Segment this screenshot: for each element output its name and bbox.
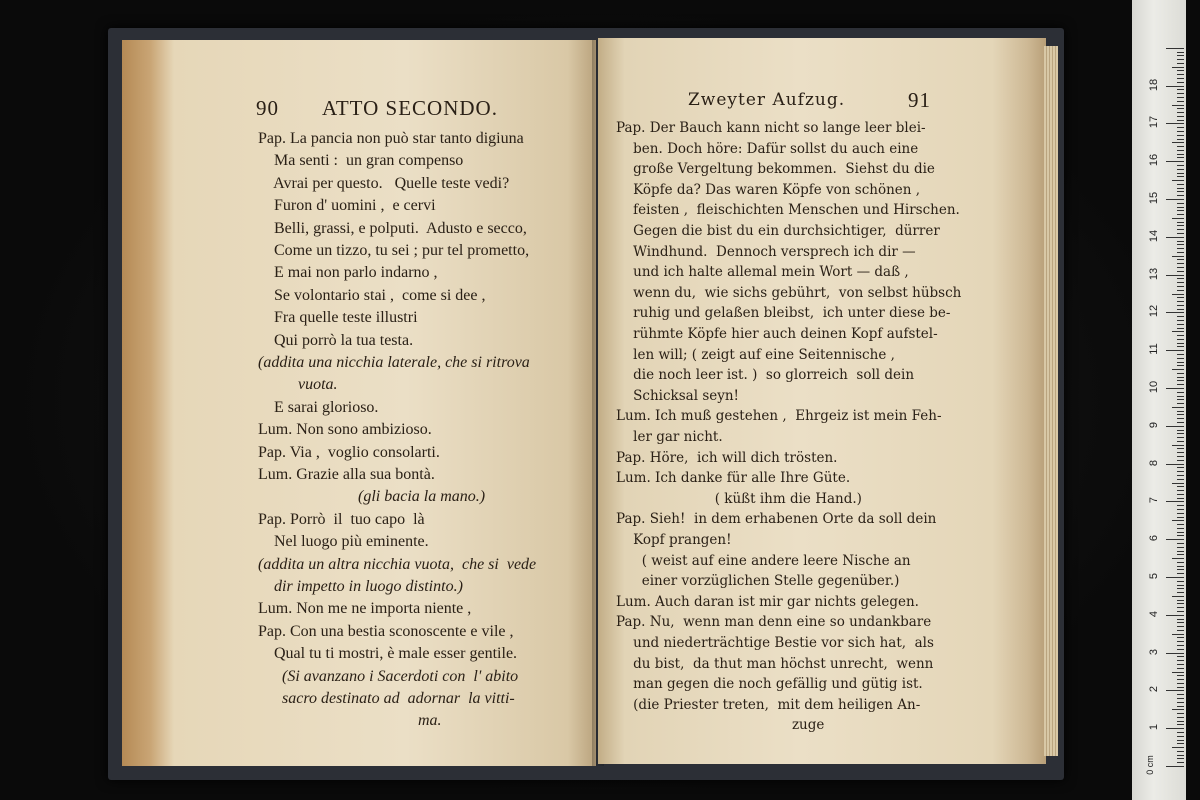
right-page <box>598 38 1046 764</box>
ruler-tick <box>1177 724 1184 725</box>
ruler-tick <box>1172 331 1184 332</box>
left-page-line: Belli, grassi, e polputi. Adusto e secco, <box>258 219 527 237</box>
ruler-tick <box>1177 377 1184 378</box>
ruler-tick <box>1177 157 1184 158</box>
ruler-tick <box>1177 585 1184 586</box>
ruler-tick <box>1166 426 1184 427</box>
ruler-tick <box>1177 184 1184 185</box>
ruler-tick <box>1177 135 1184 136</box>
ruler-tick <box>1177 441 1184 442</box>
right-page-line: Köpfe da? Das waren Köpfe von schönen , <box>616 181 921 198</box>
ruler-number: 5 <box>1148 572 1160 580</box>
ruler-tick <box>1177 384 1184 385</box>
right-page-number: 91 <box>908 88 931 112</box>
left-page-line: Lum. Non sono ambizioso. <box>258 421 432 439</box>
left-page-line: E sarai glorioso. <box>258 398 379 416</box>
ruler-tick <box>1177 532 1184 533</box>
ruler-tick <box>1177 600 1184 601</box>
right-page-line: Schicksal seyn! <box>616 387 739 404</box>
left-page-line: vuota. <box>258 376 338 394</box>
ruler-tick <box>1177 120 1184 121</box>
right-page-line: Pap. Nu, wenn man denn eine so undankbare <box>616 614 932 631</box>
ruler-tick <box>1166 48 1184 49</box>
ruler-tick <box>1177 637 1184 638</box>
ruler-tick <box>1177 203 1184 204</box>
ruler-tick <box>1177 263 1184 264</box>
ruler-tick <box>1177 150 1184 151</box>
ruler-tick <box>1177 346 1184 347</box>
ruler-tick <box>1166 615 1184 616</box>
ruler-tick <box>1177 146 1184 147</box>
ruler-tick <box>1177 755 1184 756</box>
ruler-tick <box>1177 127 1184 128</box>
ruler-tick <box>1177 210 1184 211</box>
right-page-line: ( weist auf eine andere leere Nische an <box>616 552 911 569</box>
right-page-line: len will; ( zeigt auf eine Seitennische , <box>616 346 895 363</box>
ruler-tick <box>1166 312 1184 313</box>
ruler-number: 14 <box>1148 229 1160 242</box>
ruler-tick <box>1177 588 1184 589</box>
ruler-tick <box>1177 380 1184 381</box>
ruler-tick <box>1177 108 1184 109</box>
ruler-number: 16 <box>1148 154 1160 167</box>
ruler-number: 9 <box>1148 421 1160 428</box>
ruler-tick <box>1177 191 1184 192</box>
ruler-tick <box>1177 668 1184 669</box>
ruler-tick <box>1177 358 1184 359</box>
left-page-line: ma. <box>258 712 442 730</box>
ruler-tick <box>1177 717 1184 718</box>
ruler-tick <box>1177 176 1184 177</box>
ruler-tick <box>1177 59 1184 60</box>
ruler-tick <box>1177 554 1184 555</box>
right-page-line: die noch leer ist. ) so glorreich soll dein <box>616 367 915 384</box>
ruler-tick <box>1177 267 1184 268</box>
ruler-tick <box>1177 702 1184 703</box>
ruler-tick <box>1177 694 1184 695</box>
ruler-tick <box>1177 622 1184 623</box>
ruler-tick <box>1177 259 1184 260</box>
ruler-tick <box>1177 222 1184 223</box>
ruler-tick <box>1166 464 1184 465</box>
ruler-number: 6 <box>1148 535 1160 542</box>
ruler-tick <box>1177 248 1184 249</box>
ruler-tick <box>1177 229 1184 230</box>
ruler-tick <box>1177 430 1184 431</box>
ruler-tick <box>1177 569 1184 570</box>
ruler-tick <box>1177 619 1184 620</box>
ruler-number: 8 <box>1148 459 1160 466</box>
ruler-tick <box>1177 535 1184 536</box>
ruler-tick <box>1177 683 1184 684</box>
ruler-tick <box>1172 672 1184 673</box>
ruler-tick <box>1166 577 1184 578</box>
ruler-unit: 0 cm <box>1144 755 1155 775</box>
left-page-line: Pap. Via , voglio consolarti. <box>258 443 440 461</box>
ruler-tick <box>1177 116 1184 117</box>
ruler-tick <box>1177 475 1184 476</box>
left-page-line: (gli bacia la mano.) <box>258 488 486 506</box>
ruler-number: 11 <box>1148 343 1160 355</box>
ruler-tick <box>1177 513 1184 514</box>
ruler-number: 1 <box>1148 724 1160 731</box>
left-running-head: ATTO SECONDO. <box>322 96 498 120</box>
ruler-number: 12 <box>1148 305 1160 318</box>
left-page-line: (addita un altra nicchia vuota, che si vede <box>258 555 537 573</box>
ruler-tick <box>1172 142 1184 143</box>
ruler-tick <box>1177 343 1184 344</box>
ruler-tick <box>1177 271 1184 272</box>
ruler-tick <box>1177 562 1184 563</box>
ruler-tick <box>1177 645 1184 646</box>
ruler-tick <box>1177 573 1184 574</box>
ruler-tick <box>1166 86 1184 87</box>
right-page-line: Windhund. Dennoch versprech ich dir — <box>616 243 916 260</box>
ruler-tick <box>1177 675 1184 676</box>
ruler-tick <box>1177 743 1184 744</box>
ruler-tick <box>1177 437 1184 438</box>
ruler-tick <box>1172 558 1184 559</box>
ruler-tick <box>1177 505 1184 506</box>
ruler-tick <box>1177 740 1184 741</box>
ruler-tick <box>1177 131 1184 132</box>
ruler-number: 4 <box>1148 610 1160 617</box>
right-page-line: ( küßt ihm die Hand.) <box>616 490 862 507</box>
right-page-line: Gegen die bist du ein durchsichtiger, dürrer <box>616 223 940 239</box>
left-page-line: dir impetto in luogo distinto.) <box>258 578 463 595</box>
left-page-line: Pap. Porrò il tuo capo là <box>258 510 425 528</box>
ruler-tick <box>1177 649 1184 650</box>
ruler-tick <box>1177 460 1184 461</box>
right-page-line: wenn du, wie sichs gebührt, von selbst hübsch <box>616 284 962 301</box>
ruler-number: 15 <box>1148 191 1160 205</box>
ruler-tick <box>1177 479 1184 480</box>
ruler-tick <box>1177 233 1184 234</box>
ruler-tick <box>1177 486 1184 487</box>
right-page-line: Pap. Sieh! in dem erhabenen Orte da soll dein <box>616 511 937 528</box>
right-page-line: einer vorzüglichen Stelle gegenüber.) <box>616 573 900 590</box>
page-block-edge <box>1044 46 1058 756</box>
ruler-tick <box>1177 607 1184 608</box>
ruler-tick <box>1177 448 1184 449</box>
right-page-line: (die Priester treten, mit dem heiligen An- <box>616 696 921 713</box>
ruler-tick <box>1177 411 1184 412</box>
ruler-tick <box>1177 626 1184 627</box>
ruler-tick <box>1177 490 1184 491</box>
left-page-line: Avrai per questo. Quelle teste vedi? <box>258 174 510 192</box>
ruler-tick <box>1177 214 1184 215</box>
ruler-tick <box>1177 528 1184 529</box>
ruler-tick <box>1177 630 1184 631</box>
ruler-tick <box>1177 641 1184 642</box>
ruler-tick <box>1166 690 1184 691</box>
ruler-tick <box>1177 301 1184 302</box>
ruler-tick <box>1177 297 1184 298</box>
ruler-tick <box>1177 362 1184 363</box>
ruler-tick <box>1177 339 1184 340</box>
ruler-tick <box>1177 721 1184 722</box>
ruler-tick <box>1177 611 1184 612</box>
left-page-line: (Si avanzano i Sacerdoti con l' abito <box>258 667 519 685</box>
ruler-tick <box>1177 335 1184 336</box>
right-page-line: Lum. Ich danke für alle Ihre Güte. <box>616 470 851 487</box>
ruler-tick <box>1166 539 1184 540</box>
ruler-tick <box>1172 747 1184 748</box>
left-page-line: Pap. Con una bestia sconoscente e vile , <box>258 622 514 640</box>
ruler-tick <box>1177 509 1184 510</box>
ruler-tick <box>1172 596 1184 597</box>
ruler-tick <box>1172 634 1184 635</box>
ruler-tick <box>1177 278 1184 279</box>
ruler-tick <box>1177 660 1184 661</box>
left-page-line: Furon d' uomini , e cervi <box>258 197 436 215</box>
ruler-tick <box>1177 433 1184 434</box>
ruler-tick <box>1172 256 1184 257</box>
ruler-tick <box>1177 758 1184 759</box>
ruler-tick <box>1177 101 1184 102</box>
ruler-tick <box>1177 698 1184 699</box>
right-page-line: ruhig und gelaßen bleibst, ich unter diese be- <box>616 305 951 322</box>
right-page-line: zuge <box>616 717 825 734</box>
ruler-tick <box>1172 483 1184 484</box>
ruler-tick <box>1177 706 1184 707</box>
ruler-number: 13 <box>1148 267 1160 280</box>
ruler-tick <box>1177 581 1184 582</box>
ruler-tick <box>1177 732 1184 733</box>
right-page-line: ben. Doch höre: Dafür sollst du auch eine <box>616 140 919 157</box>
ruler-tick <box>1177 414 1184 415</box>
ruler-tick <box>1172 294 1184 295</box>
ruler-tick <box>1177 403 1184 404</box>
ruler-tick <box>1177 55 1184 56</box>
ruler-tick <box>1177 524 1184 525</box>
ruler-tick <box>1172 180 1184 181</box>
ruler-tick <box>1177 713 1184 714</box>
ruler-tick <box>1172 67 1184 68</box>
ruler-tick <box>1177 78 1184 79</box>
ruler-number: 17 <box>1148 116 1160 129</box>
ruler-tick <box>1177 603 1184 604</box>
ruler-tick <box>1177 543 1184 544</box>
ruler-tick <box>1177 282 1184 283</box>
ruler-tick <box>1177 762 1184 763</box>
right-page-line: und niederträchtige Bestie vor sich hat, als <box>616 635 934 651</box>
ruler-number: 2 <box>1148 686 1160 693</box>
ruler-tick <box>1177 517 1184 518</box>
ruler-tick <box>1177 396 1184 397</box>
ruler-tick <box>1166 237 1184 238</box>
left-page-number: 90 <box>256 96 279 120</box>
ruler-tick <box>1177 309 1184 310</box>
ruler-tick <box>1172 445 1184 446</box>
ruler-tick <box>1177 165 1184 166</box>
left-page-line: Come un tizzo, tu sei ; pur tel prometto, <box>258 242 530 259</box>
ruler-tick <box>1177 551 1184 552</box>
ruler-tick <box>1177 373 1184 374</box>
ruler-tick <box>1177 471 1184 472</box>
ruler-tick <box>1177 252 1184 253</box>
ruler-tick <box>1177 664 1184 665</box>
ruler-tick <box>1172 218 1184 219</box>
ruler-tick <box>1177 93 1184 94</box>
left-page <box>122 40 596 766</box>
ruler-tick <box>1177 70 1184 71</box>
ruler-tick <box>1177 173 1184 174</box>
ruler-tick <box>1177 225 1184 226</box>
ruler-tick <box>1177 63 1184 64</box>
ruler-tick <box>1177 169 1184 170</box>
ruler-tick <box>1177 751 1184 752</box>
left-page-line: Ma senti : un gran compenso <box>258 152 464 170</box>
ruler-tick <box>1166 275 1184 276</box>
ruler-tick <box>1177 328 1184 329</box>
right-page-line: Pap. Höre, ich will dich trösten. <box>616 449 838 466</box>
right-page-line: feisten , fleischichten Menschen und Hirschen. <box>616 202 960 219</box>
ruler-tick <box>1177 392 1184 393</box>
ruler-tick <box>1177 736 1184 737</box>
ruler-tick <box>1177 112 1184 113</box>
right-page-line: Lum. Ich muß gestehen , Ehrgeiz ist mein Feh- <box>616 408 942 425</box>
ruler-tick <box>1177 154 1184 155</box>
ruler-tick <box>1177 452 1184 453</box>
ruler-tick <box>1166 123 1184 124</box>
ruler-tick <box>1177 679 1184 680</box>
ruler-tick <box>1177 467 1184 468</box>
ruler-tick <box>1177 422 1184 423</box>
left-page-line: E mai non parlo indarno , <box>258 264 438 282</box>
ruler-tick <box>1177 244 1184 245</box>
left-page-line: Nel luogo più eminente. <box>258 533 429 551</box>
ruler-tick <box>1166 728 1184 729</box>
ruler-tick <box>1166 388 1184 389</box>
ruler-tick <box>1177 188 1184 189</box>
ruler-number: 3 <box>1148 648 1160 655</box>
ruler-tick <box>1177 97 1184 98</box>
ruler-tick <box>1177 547 1184 548</box>
ruler-number: 10 <box>1148 380 1160 394</box>
right-page-line: rühmte Köpfe hier auch deinen Kopf aufstel- <box>616 326 938 342</box>
ruler-tick <box>1177 687 1184 688</box>
left-page-line: Lum. Grazie alla sua bontà. <box>258 466 435 483</box>
right-running-head: Zweyter Aufzug. <box>688 90 846 110</box>
right-page-line: Kopf prangen! <box>616 532 732 548</box>
ruler-tick <box>1177 74 1184 75</box>
left-page-line: Qui porrò la tua testa. <box>258 331 414 349</box>
left-page-line: Pap. La pancia non può star tanto digiuna <box>258 130 524 147</box>
ruler-tick <box>1177 52 1184 53</box>
left-page-line: Se volontario stai , come si dee , <box>258 286 486 304</box>
right-page-line: Pap. Der Bauch kann nicht so lange leer blei- <box>616 120 926 136</box>
ruler-tick <box>1172 709 1184 710</box>
ruler-tick <box>1166 199 1184 200</box>
ruler-tick <box>1177 207 1184 208</box>
left-page-line: Qual tu ti mostri, è male esser gentile. <box>258 645 518 663</box>
ruler-tick <box>1177 305 1184 306</box>
right-page-line: und ich halte allemal mein Wort — daß , <box>616 264 909 281</box>
ruler-tick <box>1177 195 1184 196</box>
ruler-tick <box>1177 316 1184 317</box>
ruler-number: 7 <box>1148 497 1160 504</box>
right-page-line: man gegen die noch gefällig und gütig ist. <box>616 676 923 693</box>
left-page-line: sacro destinato ad adornar la vitti- <box>258 690 515 707</box>
ruler-tick <box>1177 456 1184 457</box>
left-page-line: (addita una nicchia laterale, che si ritrova <box>258 354 530 371</box>
right-page-line: ler gar nicht. <box>616 429 723 445</box>
ruler-tick <box>1177 354 1184 355</box>
ruler-tick <box>1166 766 1184 767</box>
ruler-tick <box>1177 89 1184 90</box>
left-page-line: Fra quelle teste illustri <box>258 309 418 327</box>
ruler-tick <box>1172 105 1184 106</box>
ruler-tick <box>1177 418 1184 419</box>
ruler-tick <box>1177 241 1184 242</box>
left-page-line: Lum. Non me ne importa niente , <box>258 600 472 618</box>
measuring-ruler <box>1132 0 1186 800</box>
ruler-number: 18 <box>1148 78 1160 91</box>
ruler-tick <box>1166 350 1184 351</box>
ruler-tick <box>1177 498 1184 499</box>
ruler-tick <box>1177 82 1184 83</box>
ruler-tick <box>1172 407 1184 408</box>
ruler-tick <box>1177 592 1184 593</box>
ruler-tick <box>1172 520 1184 521</box>
ruler-tick <box>1177 324 1184 325</box>
ruler-tick <box>1166 653 1184 654</box>
ruler-tick <box>1177 656 1184 657</box>
ruler-tick <box>1177 494 1184 495</box>
right-page-line: Lum. Auch daran ist mir gar nichts gelegen. <box>616 593 919 610</box>
ruler-tick <box>1177 139 1184 140</box>
ruler-tick <box>1177 566 1184 567</box>
ruler-tick <box>1172 369 1184 370</box>
ruler-tick <box>1166 161 1184 162</box>
ruler-tick <box>1166 501 1184 502</box>
right-page-line: große Vergeltung bekommen. Siehst du die <box>616 161 935 178</box>
ruler-tick <box>1177 399 1184 400</box>
ruler-tick <box>1177 365 1184 366</box>
ruler-tick <box>1177 320 1184 321</box>
right-page-line: du bist, da thut man höchst unrecht, wenn <box>616 655 934 672</box>
ruler-tick <box>1177 290 1184 291</box>
ruler-tick <box>1177 286 1184 287</box>
